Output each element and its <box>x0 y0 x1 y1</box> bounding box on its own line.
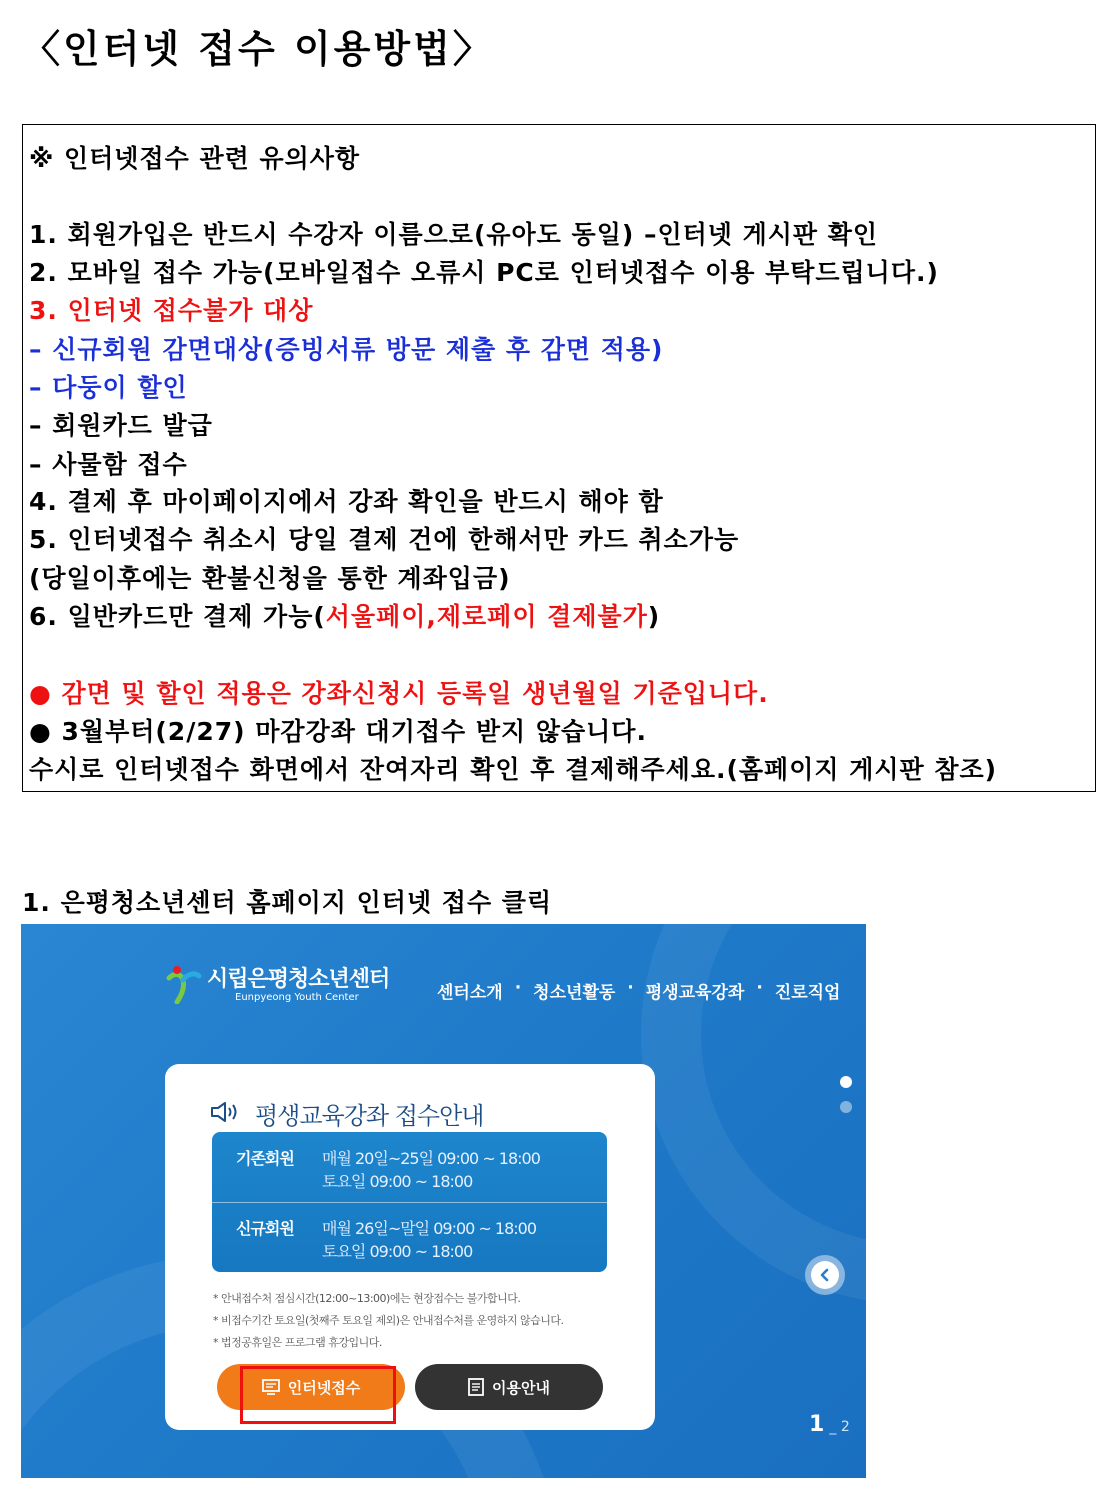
schedule-panel <box>212 1132 607 1272</box>
nav-item-lifelong-education[interactable]: 평생교육강좌 <box>645 983 745 1003</box>
note-saturday: * 비접수기간 토요일(첫째주 토요일 제외)은 안내접수처를 운영하지 않습니다. <box>213 1314 564 1327</box>
notice-item-4: 4. 결제 후 마이페이지에서 강좌 확인을 반드시 해야 함 <box>29 487 664 516</box>
homepage-screenshot <box>21 924 866 1478</box>
arrow-inner <box>811 1261 839 1289</box>
speaker-icon <box>209 1100 241 1124</box>
notice-bullet-2-continued: 수시로 인터넷접수 화면에서 잔여자리 확인 후 결제해주세요.(홈페이지 게시판 참조) <box>29 755 998 784</box>
notice-item-5: 5. 인터넷접수 취소시 당일 결제 건에 한해서만 카드 취소가능 <box>29 525 740 554</box>
notice-item-6-highlight: 서울페이,제로페이 결제불가 <box>325 602 648 631</box>
chevron-left-icon <box>818 1268 832 1282</box>
schedule-divider <box>212 1202 607 1203</box>
nav-separator: · <box>756 978 763 998</box>
nav-item-youth-activities[interactable]: 청소년활동 <box>533 983 616 1003</box>
notice-bullet-2 <box>29 712 647 748</box>
bullet-black-icon: ● <box>29 717 52 746</box>
pager-total: _ 2 <box>829 1419 850 1435</box>
notice-item-3-sub-4: – 사물함 접수 <box>29 450 188 479</box>
document-icon <box>468 1378 484 1396</box>
notice-item-3: 3. 인터넷 접수불가 대상 <box>29 296 314 325</box>
notice-item-2: 2. 모바일 접수 가능(모바일접수 오류시 PC로 인터넷접수 이용 부탁드립니다.) <box>29 258 939 287</box>
note-lunch: * 안내접수처 점심시간(12:00~13:00)에는 현장접수는 불가합니다. <box>213 1292 521 1305</box>
top-navigation <box>437 978 840 1003</box>
previous-slide-button[interactable] <box>805 1255 845 1295</box>
nav-item-center-intro[interactable]: 센터소개 <box>437 983 503 1003</box>
registration-info-card <box>165 1064 655 1430</box>
nav-item-career[interactable]: 진로직업 <box>774 983 841 1003</box>
existing-member-schedule: 매월 20일~25일 09:00 ~ 18:00 <box>322 1149 540 1168</box>
notice-bullet-1-text: 감면 및 할인 적용은 강좌신청시 등록일 생년월일 기준입니다. <box>51 679 769 708</box>
logo-mark-icon <box>163 964 203 1004</box>
internet-registration-label: 인터넷접수 <box>287 1378 361 1397</box>
document-title: 〈인터넷 접수 이용방법〉 <box>22 27 494 71</box>
new-member-label: 신규회원 <box>236 1219 294 1238</box>
new-member-schedule: 매월 26일~말일 09:00 ~ 18:00 <box>322 1219 537 1238</box>
new-member-saturday: 토요일 09:00 ~ 18:00 <box>322 1242 473 1261</box>
slide-dot[interactable] <box>840 1101 852 1113</box>
logo-english-text: Eunpyeong Youth Center <box>235 992 359 1003</box>
notice-bullet-1 <box>29 674 769 710</box>
notice-header: ※ 인터넷접수 관련 유의사항 <box>29 144 361 173</box>
notice-bullet-2-text: 3월부터(2/27) 마감강좌 대기접수 받지 않습니다. <box>51 717 647 746</box>
nav-separator: · <box>514 978 522 998</box>
existing-member-saturday: 토요일 09:00 ~ 18:00 <box>322 1172 473 1191</box>
notice-item-3-sub-3: – 회원카드 발급 <box>29 411 213 440</box>
pager-current: 1 <box>809 1412 825 1437</box>
slide-pager <box>809 1412 850 1437</box>
bullet-red-icon: ● <box>29 679 52 708</box>
card-heading-text: 평생교육강좌 접수안내 <box>255 1102 484 1130</box>
slide-dot-active[interactable] <box>840 1076 852 1088</box>
step-1-heading: 1. 은평청소년센터 홈페이지 인터넷 접수 클릭 <box>22 888 553 917</box>
notice-item-6-prefix: 6. 일반카드만 결제 가능( <box>29 602 326 631</box>
notice-item-6-suffix: ) <box>647 602 661 631</box>
notice-item-5-continued: (당일이후에는 환불신청을 통한 계좌입금) <box>29 564 511 593</box>
notice-item-1: 1. 회원가입은 반드시 수강자 이름으로(유아도 동일) –인터넷 게시판 확인 <box>29 220 879 249</box>
logo-korean-text: 시립은평청소년센터 <box>207 967 390 992</box>
nav-separator: · <box>627 978 634 998</box>
usage-guide-button[interactable] <box>415 1364 603 1410</box>
usage-guide-label: 이용안내 <box>492 1378 550 1397</box>
note-holiday: * 법정공휴일은 프로그램 휴강입니다. <box>213 1336 382 1349</box>
notice-item-3-sub-2: – 다둥이 할인 <box>29 373 188 402</box>
click-highlight-box <box>240 1366 396 1424</box>
notice-item-3-sub-1: – 신규회원 감면대상(증빙서류 방문 제출 후 감면 적용) <box>29 335 664 364</box>
notice-item-6 <box>29 597 660 633</box>
existing-member-label: 기존회원 <box>236 1149 294 1168</box>
notice-box <box>22 124 1096 792</box>
